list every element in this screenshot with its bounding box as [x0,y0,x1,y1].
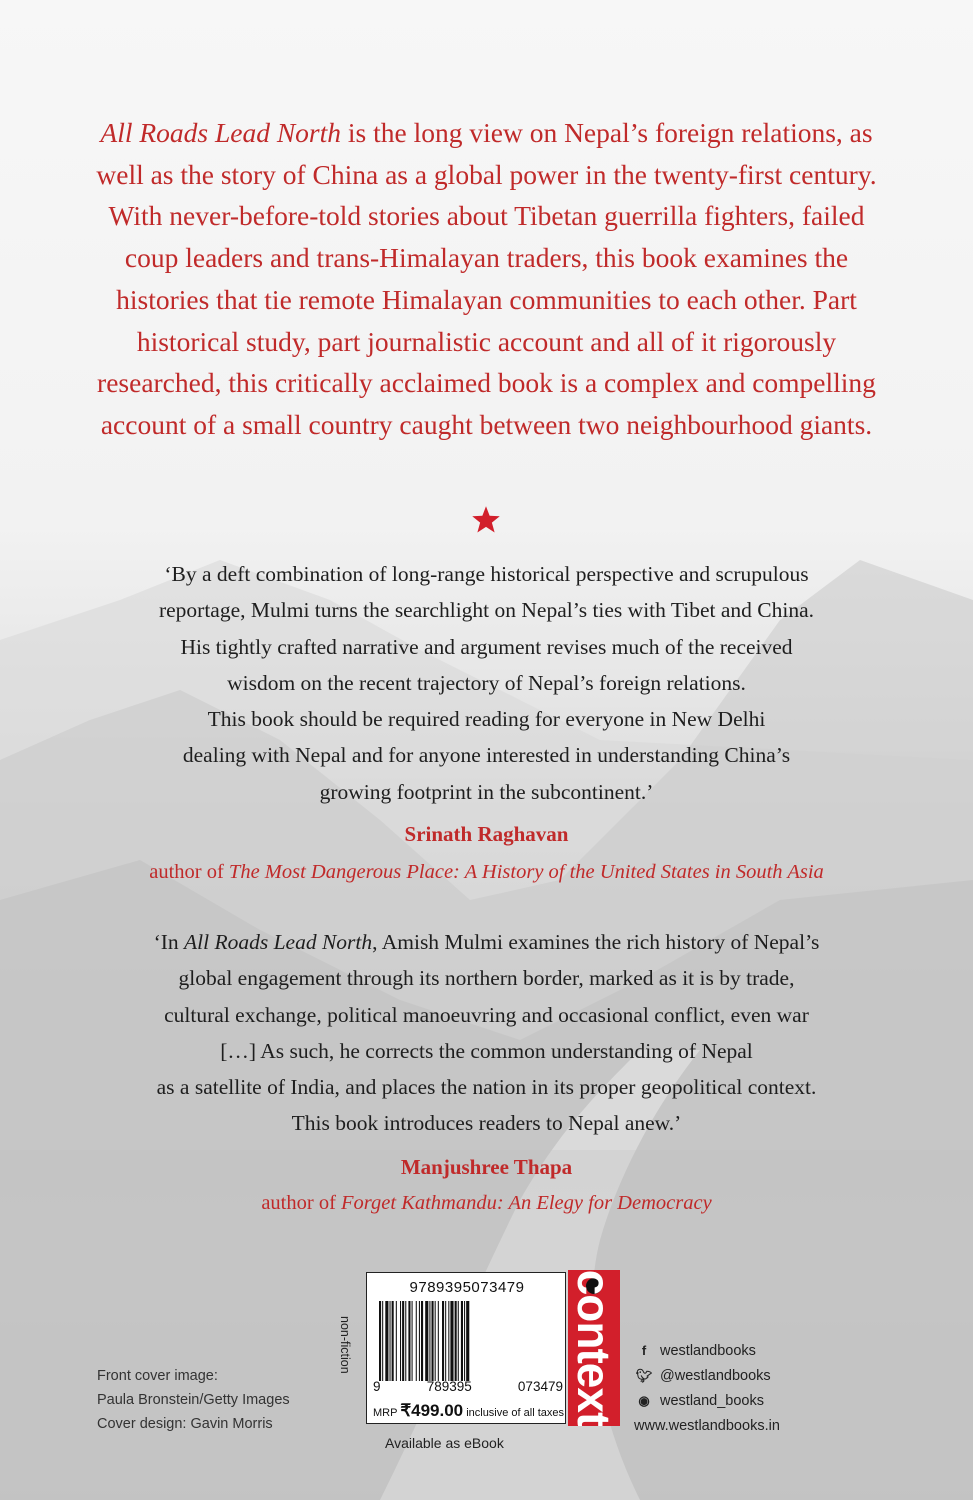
barcode-bar [464,1301,465,1381]
quote-line: His tightly crafted narrative and argument revises much of the received [180,634,793,659]
credit-line: Front cover image: [97,1368,218,1384]
mrp-label: MRP [373,1407,398,1419]
barcode-bar [392,1301,394,1381]
quote-line: […] As such, he corrects the common understanding of Nepal [220,1038,753,1063]
quote-line: growing footprint in the subcontinent.’ [319,779,654,804]
quote-line: reportage, Mulmi turns the searchlight on Nepal’s ties with Tibet and China. [158,598,815,623]
facebook-handle: westlandbooks [660,1342,756,1359]
review-quote-2 [70,924,903,1142]
quote-open: ‘In [153,930,185,954]
barcode-bar [466,1301,469,1381]
cover-credits [97,1364,290,1436]
barcode-bar [405,1301,406,1381]
social-instagram[interactable] [634,1388,780,1413]
barcode-bar [448,1301,449,1381]
credit-line: Cover design: Gavin Morris [97,1416,273,1432]
blurb-book-title: All Roads Lead North [100,117,342,148]
publisher-logo [568,1270,620,1426]
website-url: www.westlandbooks.in [634,1417,780,1434]
barcode-block [366,1272,566,1424]
barcode-bar [445,1301,446,1381]
quote-line: dealing with Nepal and for anyone interested in understanding China’s [182,743,791,768]
quote-line [70,924,903,960]
instagram-icon: ◉ [638,1392,650,1408]
quote-line: ‘By a deft combination of long-range historical perspective and scrupulous [164,562,809,586]
quote-line: This book should be required reading for everyone in New Delhi [207,707,766,732]
twitter-icon: 🐦︎ [635,1367,653,1383]
quote-line: global engagement through its northern border, marked as it is by trade, [178,966,795,991]
quote-line: wisdom on the recent trajectory of Nepal’s foreign relations. [227,670,746,695]
isbn-digits [373,1379,563,1394]
social-links [634,1338,780,1438]
quote-book-title: All Roads Lead North [184,930,373,954]
barcode-bar [458,1301,459,1381]
social-twitter[interactable] [634,1363,780,1388]
tax-note: inclusive of all taxes [466,1407,565,1419]
barcode-icon [379,1301,557,1381]
barcode-bar [412,1301,413,1381]
genre-label: non-fiction [338,1316,352,1374]
barcode-bar [450,1301,453,1381]
publisher-logo-text: context [568,1270,620,1426]
price-value: ₹499.00 [400,1401,464,1420]
barcode-bar [425,1301,428,1381]
barcode-bar [432,1301,434,1381]
quote-line: This book introduces readers to Nepal anew.’ [291,1111,682,1136]
isbn-digit-group: 789395 [426,1379,472,1394]
blurb-text: is the long view on Nepal’s foreign relations, as well as the story of China as a global power in the twenty-first century. With never-before-told stories about Tibetan guerrilla fighters, failed coup leaders and trans-Himalayan traders, this book examines the histories that tie remote Himalayan communities to each other. Part historical study, part journalistic account and all of it rigorously researched, this critically acclaimed book is a complex and compelling account of a small country caught between two neighbourhood giants. [96,117,877,440]
barcode-bar [382,1301,383,1381]
credit-line: Paula Bronstein/Getty Images [97,1392,290,1408]
isbn-digit-group: 073479 [517,1379,563,1394]
reviewer-book-title-2: Forget Kathmandu: An Elegy for Democracy [341,1192,712,1214]
barcode-bar [400,1301,401,1381]
reviewer-name-1: Srinath Raghavan [404,822,569,846]
barcode-bar [442,1301,444,1381]
review-quote-1 [70,556,903,810]
barcode-bar [421,1301,423,1381]
barcode-bar [419,1301,420,1381]
quote-line: as a satellite of India, and places the nation in its proper geopolitical context. [156,1075,817,1100]
barcode-bar [385,1301,388,1381]
quote-first-rest: , Amish Mulmi examines the rich history of Nepal’s [372,930,820,954]
instagram-handle: westland_books [660,1392,764,1409]
barcode-bar [455,1301,457,1381]
facebook-icon: f [641,1343,647,1358]
price-line [373,1401,564,1421]
barcode-bar [416,1301,417,1381]
reviewer-book-title-1: The Most Dangerous Place: A History of the United States in South Asia [228,861,824,883]
barcode-bar [435,1301,436,1381]
social-facebook[interactable] [634,1338,780,1363]
ebook-note: Available as eBook [385,1435,504,1451]
reviewer-credit-1 [0,861,973,884]
book-blurb [80,112,893,446]
barcode-bar [402,1301,404,1381]
reviewer-credit-prefix: author of [261,1192,342,1214]
barcode-bar [438,1301,439,1381]
barcode-bar [429,1301,430,1381]
barcode-bar [390,1301,391,1381]
quote-line: cultural exchange, political manoeuvring and occasional conflict, even war [164,1002,809,1027]
website-link[interactable] [634,1413,780,1438]
isbn-number: 9789395073479 [409,1279,525,1296]
twitter-handle: @westlandbooks [660,1367,771,1384]
reviewer-name-2: Manjushree Thapa [400,1155,573,1179]
reviewer-credit-2 [0,1192,973,1215]
barcode-bar [379,1301,381,1381]
isbn-digit-group: 9 [373,1379,381,1394]
barcode-bar [408,1301,410,1381]
barcode-bar [396,1301,397,1381]
barcode-bar [461,1301,463,1381]
star-icon [471,505,501,535]
reviewer-credit-prefix: author of [149,861,229,883]
